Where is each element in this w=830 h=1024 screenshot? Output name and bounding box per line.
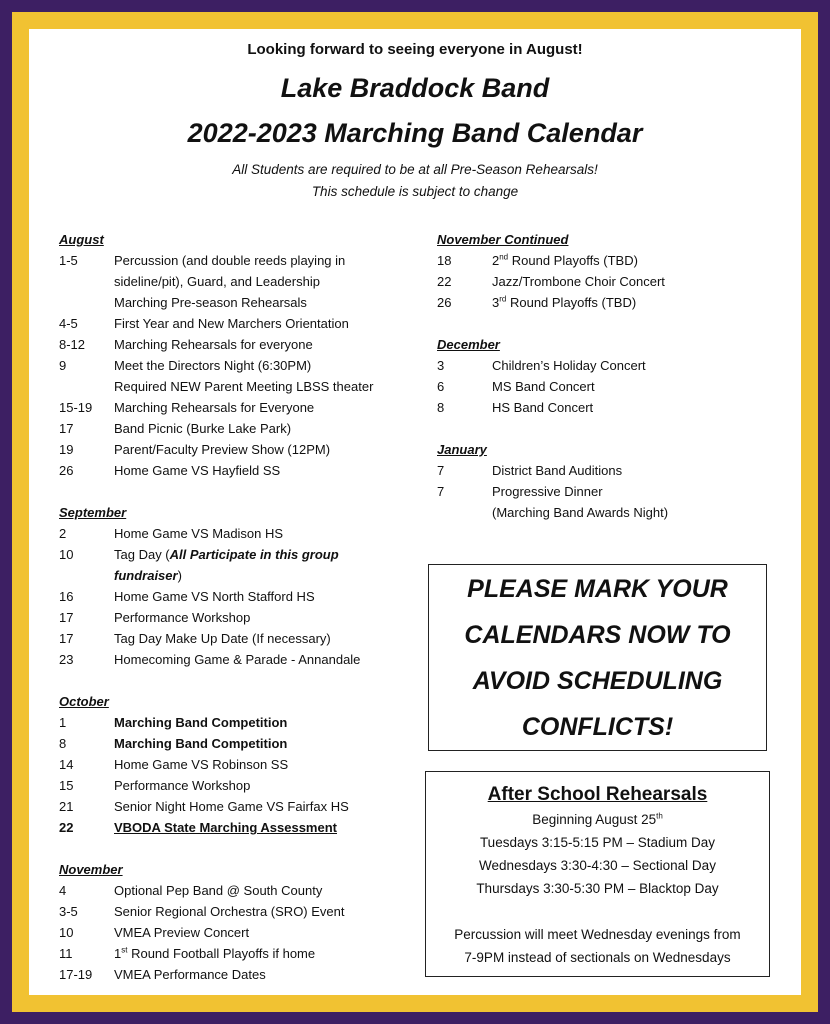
event-date: 4 <box>59 883 67 898</box>
list-item <box>59 607 419 628</box>
list-item <box>59 397 419 418</box>
event-text: Percussion (and double reeds playing in <box>114 253 346 268</box>
november-continued-section <box>437 229 777 313</box>
event-date: 15-19 <box>59 400 93 415</box>
event-text: Marching Rehearsals for everyone <box>114 337 313 352</box>
event-text: Senior Night Home Game VS Fairfax HS <box>114 799 349 814</box>
list-item <box>59 355 419 376</box>
event-date: 9 <box>59 358 67 373</box>
event-text: MS Band Concert <box>492 379 595 394</box>
tag-day-emphasis: All Participate in this group <box>169 547 339 562</box>
section-title: November <box>59 862 123 877</box>
event-text: Optional Pep Band @ South County <box>114 883 323 898</box>
rehearsal-day: Thursdays 3:30-5:30 PM – Blacktop Day <box>476 881 719 896</box>
right-column <box>437 229 777 544</box>
event-date: 15 <box>59 778 74 793</box>
notice-line: PLEASE MARK YOUR <box>467 574 728 603</box>
event-text: VBODA State Marching Assessment <box>114 820 337 835</box>
section-title: November Continued <box>437 232 569 247</box>
list-item <box>59 250 419 271</box>
event-text: Performance Workshop <box>114 610 251 625</box>
event-text: Band Picnic (Burke Lake Park) <box>114 421 292 436</box>
flyer-page <box>29 29 801 995</box>
ordinal-number: 1 <box>114 946 122 961</box>
list-item <box>59 901 419 922</box>
tag-day-text: Tag Day ( <box>114 547 170 562</box>
event-text: Performance Workshop <box>114 778 251 793</box>
event-text: VMEA Preview Concert <box>114 925 250 940</box>
notice-line: CONFLICTS! <box>521 712 674 741</box>
list-item <box>59 712 419 733</box>
event-text: Home Game VS Madison HS <box>114 526 284 541</box>
list-item <box>59 418 419 439</box>
rehearsal-day: Wednesdays 3:30-4:30 – Sectional Day <box>479 858 716 873</box>
event-date: 22 <box>437 274 452 289</box>
event-text <box>114 544 419 586</box>
event-date: 26 <box>437 295 452 310</box>
event-text: Children’s Holiday Concert <box>492 358 646 373</box>
event-text: Home Game VS North Stafford HS <box>114 589 315 604</box>
event-date: 17-19 <box>59 967 93 982</box>
list-item <box>437 397 777 418</box>
event-date: 1 <box>59 715 67 730</box>
percussion-note: Percussion will meet Wednesday evenings from <box>454 927 741 942</box>
event-text: Jazz/Trombone Choir Concert <box>492 274 665 289</box>
event-text: VMEA Performance Dates <box>114 967 266 982</box>
event-text: Required NEW Parent Meeting LBSS theater <box>114 379 374 394</box>
list-item <box>59 334 419 355</box>
list-item <box>59 292 419 313</box>
ordinal-suffix: st <box>121 945 128 955</box>
list-item <box>437 292 777 313</box>
event-date <box>437 502 492 523</box>
event-date <box>59 292 114 313</box>
event-text: Marching Band Competition <box>114 715 288 730</box>
event-date: 26 <box>59 463 74 478</box>
event-date: 8-12 <box>59 337 86 352</box>
list-item <box>59 586 419 607</box>
ordinal-number: 2 <box>492 253 500 268</box>
rehearsals-begin <box>426 808 769 831</box>
list-item <box>437 355 777 376</box>
list-item <box>59 817 419 838</box>
header-line: Looking forward to seeing everyone in August! <box>247 41 583 58</box>
list-item <box>59 922 419 943</box>
august-section <box>59 229 419 481</box>
event-date: 21 <box>59 799 74 814</box>
event-date: 3-5 <box>59 904 78 919</box>
list-item <box>59 943 419 964</box>
september-section <box>59 502 419 670</box>
rehearsals-box <box>425 771 770 977</box>
event-text: Marching Rehearsals for Everyone <box>114 400 315 415</box>
event-date: 11 <box>59 946 73 961</box>
event-date: 16 <box>59 589 74 604</box>
event-text: Marching Pre-season Rehearsals <box>114 295 307 310</box>
event-date: 6 <box>437 379 445 394</box>
list-item <box>59 376 419 397</box>
event-date: 19 <box>59 442 74 457</box>
subtitle-change: This schedule is subject to change <box>311 184 519 199</box>
event-text: District Band Auditions <box>492 463 623 478</box>
event-date: 8 <box>437 400 445 415</box>
section-title: January <box>437 442 487 457</box>
event-date: 10 <box>59 547 74 562</box>
event-date: 14 <box>59 757 74 772</box>
list-item <box>59 460 419 481</box>
event-text <box>114 943 419 964</box>
event-date: 23 <box>59 652 74 667</box>
rehearsals-title: After School Rehearsals <box>487 784 708 805</box>
event-text <box>492 250 777 271</box>
event-date: 17 <box>59 610 74 625</box>
event-date <box>59 271 114 292</box>
ordinal-number: 3 <box>492 295 500 310</box>
percussion-note-cont: 7-9PM instead of sectionals on Wednesdays <box>464 950 731 965</box>
list-item <box>59 313 419 334</box>
list-item <box>59 880 419 901</box>
notice-line: AVOID SCHEDULING <box>472 666 723 695</box>
list-item <box>59 628 419 649</box>
notice-box <box>428 564 767 751</box>
event-date: 7 <box>437 463 445 478</box>
event-text: (Marching Band Awards Night) <box>492 505 669 520</box>
list-item <box>59 439 419 460</box>
list-item <box>437 460 777 481</box>
event-text: Parent/Faculty Preview Show (12PM) <box>114 442 331 457</box>
list-item <box>59 544 419 586</box>
event-text: Senior Regional Orchestra (SRO) Event <box>114 904 345 919</box>
event-text <box>492 292 777 313</box>
event-text: Tag Day Make Up Date (If necessary) <box>114 631 331 646</box>
november-section <box>59 859 419 985</box>
list-item <box>437 271 777 292</box>
event-date: 17 <box>59 631 74 646</box>
event-text: Homecoming Game & Parade - Annandale <box>114 652 361 667</box>
playoff-text: Round Football Playoffs if home <box>127 946 316 961</box>
left-column <box>59 229 419 1006</box>
section-title: December <box>437 337 500 352</box>
section-title: October <box>59 694 109 709</box>
rehearsal-day: Tuesdays 3:15-5:15 PM – Stadium Day <box>479 835 716 850</box>
playoff-text: Round Playoffs (TBD) <box>506 295 637 310</box>
tag-day-emphasis-cont: fundraiser <box>114 568 178 583</box>
october-section <box>59 691 419 838</box>
list-item <box>59 733 419 754</box>
december-section <box>437 334 777 418</box>
event-text: Progressive Dinner <box>492 484 603 499</box>
event-date: 7 <box>437 484 445 499</box>
event-date: 3 <box>437 358 445 373</box>
begin-text: Beginning August 25 <box>532 812 657 827</box>
calendar-title: 2022-2023 Marching Band Calendar <box>187 118 643 148</box>
list-item <box>437 376 777 397</box>
list-item <box>59 271 419 292</box>
event-date: 22 <box>59 820 74 835</box>
list-item <box>437 250 777 271</box>
subtitle-required: All Students are required to be at all Pre-Season Rehearsals! <box>232 162 598 177</box>
event-date: 2 <box>59 526 67 541</box>
event-date <box>59 376 114 397</box>
event-text: Home Game VS Robinson SS <box>114 757 289 772</box>
event-text: First Year and New Marchers Orientation <box>114 316 349 331</box>
event-text: sideline/pit), Guard, and Leadership <box>114 274 320 289</box>
list-item <box>59 775 419 796</box>
event-text: Meet the Directors Night (6:30PM) <box>114 358 312 373</box>
ordinal-suffix: nd <box>499 252 509 262</box>
list-item <box>437 481 777 502</box>
list-item <box>437 502 777 523</box>
event-date: 10 <box>59 925 74 940</box>
list-item <box>59 964 419 985</box>
event-date: 4-5 <box>59 316 78 331</box>
list-item <box>59 796 419 817</box>
tag-day-close: ) <box>177 568 182 583</box>
notice-line: CALENDARS NOW TO <box>464 620 731 649</box>
event-text: Home Game VS Hayfield SS <box>114 463 281 478</box>
spacer <box>426 900 769 923</box>
list-item <box>59 523 419 544</box>
band-title: Lake Braddock Band <box>280 73 550 103</box>
event-date: 17 <box>59 421 74 436</box>
list-item <box>59 649 419 670</box>
section-title: September <box>59 505 127 520</box>
ordinal-suffix: rd <box>499 294 507 304</box>
january-section <box>437 439 777 523</box>
event-date: 8 <box>59 736 67 751</box>
event-text: HS Band Concert <box>492 400 594 415</box>
list-item <box>59 754 419 775</box>
event-text: Marching Band Competition <box>114 736 288 751</box>
playoff-text: Round Playoffs (TBD) <box>508 253 638 268</box>
ordinal-suffix: th <box>656 811 663 821</box>
section-title: August <box>59 232 104 247</box>
event-date: 1-5 <box>59 253 78 268</box>
event-date: 18 <box>437 253 452 268</box>
